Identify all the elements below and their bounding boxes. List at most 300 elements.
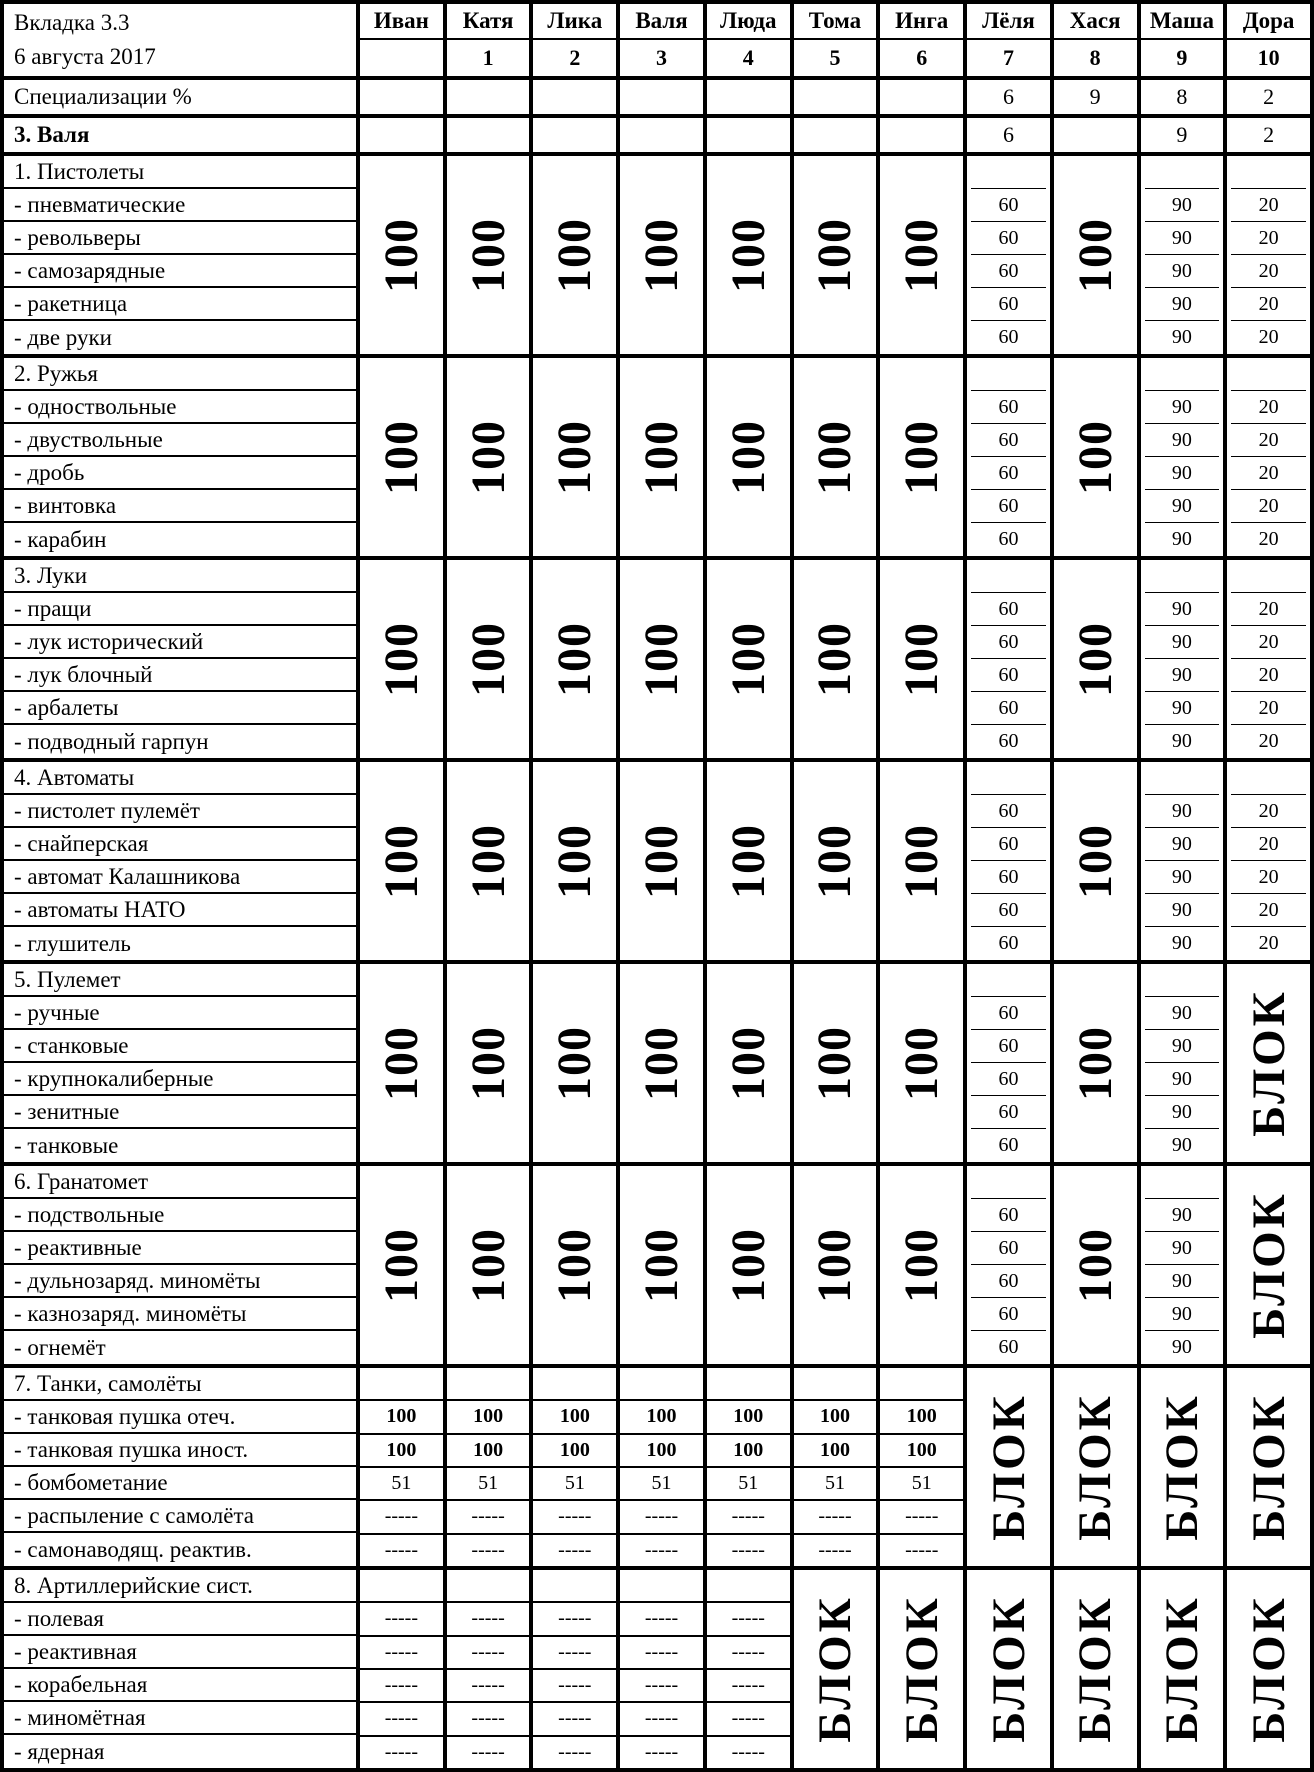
blank-cell — [967, 964, 1050, 997]
row-label: - лук блочный — [4, 659, 356, 692]
sheet-date: 6 августа 2017 — [14, 44, 156, 69]
score-cell: 60 — [967, 1232, 1050, 1265]
score-cell: 100 — [794, 1433, 877, 1466]
score-cell: 90 — [1141, 997, 1224, 1030]
score-cell: 90 — [1141, 457, 1224, 490]
score-column — [1223, 156, 1310, 354]
score-cell: 20 — [1227, 424, 1310, 457]
merged-score-cell — [703, 762, 790, 960]
rotated-text: 100 — [721, 1025, 775, 1101]
score-cell: ----- — [533, 1735, 616, 1768]
merged-score-cell — [443, 156, 530, 354]
merged-score-cell — [790, 156, 877, 354]
score-column — [790, 1368, 877, 1566]
rotated-text: 100 — [895, 621, 949, 697]
score-cell: 90 — [1141, 1232, 1224, 1265]
blocked-cell — [963, 1368, 1050, 1566]
score-cell: 90 — [1141, 1030, 1224, 1063]
row-label: - станковые — [4, 1030, 356, 1063]
score-cell: 60 — [967, 457, 1050, 490]
person-row-label: 3. Валя — [14, 122, 90, 147]
merged-score-cell — [529, 156, 616, 354]
blocked-cell — [1223, 964, 1310, 1162]
score-cell: ----- — [707, 1701, 790, 1734]
column-name-cell: Катя — [443, 4, 530, 40]
row-label: - пневматические — [4, 189, 356, 222]
row-label: - самозарядные — [4, 255, 356, 288]
score-column — [963, 1166, 1050, 1364]
blank-cell — [1227, 156, 1310, 189]
column-number-cell: 2 — [529, 40, 616, 76]
row-label: - зенитные — [4, 1096, 356, 1129]
blank-cell — [967, 156, 1050, 189]
score-column — [963, 358, 1050, 556]
section-title: 4. Автоматы — [4, 762, 356, 795]
score-cell: 20 — [1258, 932, 1279, 954]
weapon-section — [4, 156, 1310, 358]
blank-cell — [967, 762, 1050, 795]
column-name-cell: Лика — [529, 4, 616, 40]
row-label: - ядерная — [14, 1738, 105, 1764]
weapon-section — [4, 358, 1310, 560]
rotated-text: БЛОК — [982, 1595, 1035, 1743]
column-name-cell: Хася — [1050, 4, 1137, 40]
blocked-cell — [1223, 1368, 1310, 1566]
person-value-cell — [616, 118, 703, 152]
score-cell: ----- — [707, 1601, 790, 1634]
blocked-cell — [790, 1570, 877, 1768]
merged-score-cell — [356, 964, 443, 1162]
rotated-text: 100 — [895, 217, 949, 293]
score-cell: ----- — [447, 1735, 530, 1768]
score-cell: 90 — [1171, 326, 1192, 348]
blank-cell — [447, 1368, 530, 1399]
score-cell: ----- — [707, 1735, 790, 1768]
section-title: 1. Пистолеты — [4, 156, 356, 189]
score-cell: 60 — [967, 189, 1050, 222]
score-cell: 60 — [967, 288, 1050, 321]
score-cell: 20 — [1227, 659, 1310, 692]
rotated-text: 100 — [635, 1025, 689, 1101]
row-label: - карабин — [14, 526, 107, 552]
rotated-text: 100 — [808, 217, 862, 293]
rotated-text: 100 — [548, 823, 602, 899]
rotated-text: 100 — [374, 217, 428, 293]
row-label: - реактивные — [4, 1232, 356, 1265]
score-cell: 100 — [880, 1399, 963, 1432]
column-name-cell: Маша — [1137, 4, 1224, 40]
person-value-cell — [443, 118, 530, 152]
score-cell: ----- — [707, 1533, 790, 1566]
merged-score-cell — [876, 358, 963, 556]
person-value-cell — [529, 118, 616, 152]
rotated-text: БЛОК — [809, 1595, 861, 1743]
merged-score-cell — [703, 358, 790, 556]
score-cell: 20 — [1258, 730, 1279, 752]
score-cell: 100 — [620, 1399, 703, 1432]
blank-cell — [620, 1368, 703, 1399]
rotated-text: 100 — [461, 1025, 515, 1101]
score-cell: ----- — [533, 1533, 616, 1566]
person-value-cell: 9 — [1137, 118, 1224, 152]
merged-score-cell — [876, 156, 963, 354]
score-cell: 20 — [1227, 894, 1310, 927]
score-cell: 100 — [533, 1399, 616, 1432]
rotated-text: 100 — [461, 621, 515, 697]
score-cell: ----- — [360, 1701, 443, 1734]
weapon-section — [4, 762, 1310, 964]
rotated-text: БЛОК — [1242, 1191, 1295, 1339]
column-number-cell: 5 — [790, 40, 877, 76]
merged-score-cell — [529, 560, 616, 758]
score-cell: 90 — [1141, 189, 1224, 222]
column-number-cell: 10 — [1223, 40, 1310, 76]
merged-score-cell — [356, 762, 443, 960]
blank-cell — [707, 1368, 790, 1399]
score-cell: ----- — [360, 1668, 443, 1701]
score-column — [529, 1570, 616, 1768]
merged-score-cell — [1050, 560, 1137, 758]
score-cell: ----- — [533, 1668, 616, 1701]
score-column — [443, 1570, 530, 1768]
score-cell: ----- — [447, 1635, 530, 1668]
merged-score-cell — [529, 762, 616, 960]
column-name-cell: Дора — [1223, 4, 1310, 40]
header-band — [4, 4, 1310, 80]
score-cell: 60 — [998, 1336, 1019, 1358]
merged-score-cell — [616, 358, 703, 556]
score-cell: 60 — [967, 593, 1050, 626]
rotated-text: 100 — [808, 823, 862, 899]
score-cell: 20 — [1227, 795, 1310, 828]
blank-cell — [1141, 1166, 1224, 1199]
row-label: - полевая — [4, 1603, 356, 1636]
row-label: - подводный гарпун — [14, 728, 209, 754]
score-column — [443, 1368, 530, 1566]
score-cell: 90 — [1141, 391, 1224, 424]
row-label: - огнемёт — [14, 1334, 106, 1360]
column-name-cell: Люда — [703, 4, 790, 40]
score-cell: ----- — [794, 1499, 877, 1532]
weapon-section — [4, 1570, 1310, 1768]
blocked-cell — [1050, 1368, 1137, 1566]
score-cell: 90 — [1141, 828, 1224, 861]
score-column — [616, 1570, 703, 1768]
rotated-text: 100 — [721, 823, 775, 899]
rotated-text: 100 — [461, 217, 515, 293]
rotated-text: 100 — [1068, 419, 1122, 495]
blank-cell — [880, 1368, 963, 1399]
score-cell: 90 — [1141, 1199, 1224, 1232]
score-cell: 60 — [967, 1298, 1050, 1331]
score-column — [963, 964, 1050, 1162]
merged-score-cell — [876, 762, 963, 960]
row-label: - танковая пушка отеч. — [4, 1401, 356, 1434]
score-column — [703, 1570, 790, 1768]
score-cell: 20 — [1227, 457, 1310, 490]
score-cell: 60 — [967, 626, 1050, 659]
rotated-text: 100 — [721, 621, 775, 697]
weapon-section — [4, 1166, 1310, 1368]
merged-score-cell — [616, 964, 703, 1162]
section-title: 3. Луки — [4, 560, 356, 593]
merged-score-cell — [703, 964, 790, 1162]
score-cell: 90 — [1171, 932, 1192, 954]
row-label: - дробь — [4, 457, 356, 490]
blank-cell — [360, 1570, 443, 1601]
specializations-row — [4, 80, 1310, 118]
score-cell: 90 — [1141, 255, 1224, 288]
score-cell: 90 — [1141, 593, 1224, 626]
score-cell: 60 — [998, 528, 1019, 550]
score-column — [1137, 358, 1224, 556]
score-cell: 60 — [967, 795, 1050, 828]
spec-value-cell: 9 — [1050, 80, 1137, 114]
column-number-cell: 9 — [1137, 40, 1224, 76]
score-cell: 100 — [360, 1399, 443, 1432]
person-value-cell — [876, 118, 963, 152]
score-cell: 20 — [1227, 189, 1310, 222]
section-title: 7. Танки, самолёты — [4, 1368, 356, 1401]
column-number-cell: 4 — [703, 40, 790, 76]
column-number-cell: 6 — [876, 40, 963, 76]
merged-score-cell — [529, 1166, 616, 1364]
row-label: - казнозаряд. миномёты — [4, 1298, 356, 1331]
score-cell: 51 — [533, 1466, 616, 1499]
rotated-text: БЛОК — [1155, 1595, 1208, 1743]
score-cell: 90 — [1141, 1063, 1224, 1096]
merged-score-cell — [876, 964, 963, 1162]
score-cell: ----- — [880, 1499, 963, 1532]
score-cell: ----- — [620, 1635, 703, 1668]
blank-cell — [1141, 156, 1224, 189]
rotated-text: 100 — [808, 419, 862, 495]
row-label: - автоматы НАТО — [4, 894, 356, 927]
merged-score-cell — [1050, 964, 1137, 1162]
row-label: - самонаводящ. реактив. — [14, 1536, 252, 1562]
score-cell: ----- — [533, 1635, 616, 1668]
blocked-cell — [1137, 1368, 1224, 1566]
score-cell: 90 — [1141, 222, 1224, 255]
rotated-text: 100 — [548, 217, 602, 293]
column-name-cell: Лёля — [963, 4, 1050, 40]
score-cell: 60 — [998, 1134, 1019, 1156]
score-cell: 90 — [1141, 894, 1224, 927]
score-cell: 60 — [967, 997, 1050, 1030]
score-cell: 20 — [1227, 828, 1310, 861]
weapon-section — [4, 964, 1310, 1166]
spec-value-cell: 8 — [1137, 80, 1224, 114]
score-column — [1137, 762, 1224, 960]
merged-score-cell — [703, 1166, 790, 1364]
merged-score-cell — [356, 156, 443, 354]
score-cell: 51 — [794, 1466, 877, 1499]
score-cell: 20 — [1227, 861, 1310, 894]
merged-score-cell — [529, 964, 616, 1162]
spec-value-cell: 2 — [1223, 80, 1310, 114]
blank-cell — [1141, 964, 1224, 997]
score-cell: ----- — [620, 1701, 703, 1734]
rotated-text: БЛОК — [1242, 989, 1295, 1137]
rotated-text: 100 — [1068, 1025, 1122, 1101]
row-label: - пращи — [4, 593, 356, 626]
blocked-cell — [876, 1570, 963, 1768]
score-column — [1223, 560, 1310, 758]
rotated-text: 100 — [461, 1227, 515, 1303]
score-cell: 100 — [707, 1433, 790, 1466]
rotated-text: 100 — [635, 1227, 689, 1303]
score-cell: 100 — [447, 1433, 530, 1466]
person-value-cell: 6 — [963, 118, 1050, 152]
merged-score-cell — [790, 762, 877, 960]
merged-score-cell — [1050, 358, 1137, 556]
merged-score-cell — [1050, 1166, 1137, 1364]
score-cell: 90 — [1141, 861, 1224, 894]
score-cell: ----- — [794, 1533, 877, 1566]
rotated-text: 100 — [548, 1025, 602, 1101]
merged-score-cell — [443, 1166, 530, 1364]
row-label: - танковая пушка иност. — [4, 1434, 356, 1467]
score-cell: 100 — [707, 1399, 790, 1432]
row-label: - снайперская — [4, 828, 356, 861]
row-label: - крупнокалиберные — [4, 1063, 356, 1096]
score-cell: 90 — [1141, 1096, 1224, 1129]
blank-cell — [967, 560, 1050, 593]
row-label: - пистолет пулемёт — [4, 795, 356, 828]
score-cell: 20 — [1227, 490, 1310, 523]
row-label: - танковые — [14, 1132, 119, 1158]
row-label: - бомбометание — [4, 1467, 356, 1500]
rotated-text: БЛОК — [1069, 1393, 1122, 1541]
rotated-text: 100 — [721, 1227, 775, 1303]
rotated-text: БЛОК — [1155, 1393, 1208, 1541]
rotated-text: БЛОК — [895, 1595, 948, 1743]
score-cell: 90 — [1171, 528, 1192, 550]
score-cell: ----- — [447, 1533, 530, 1566]
score-cell: 60 — [967, 1096, 1050, 1129]
score-column — [1137, 964, 1224, 1162]
section-title: 8. Артиллерийские сист. — [4, 1570, 356, 1603]
score-cell: 100 — [533, 1433, 616, 1466]
score-cell: ----- — [360, 1735, 443, 1768]
rotated-text: 100 — [374, 621, 428, 697]
blank-cell — [447, 1570, 530, 1601]
rotated-text: 100 — [635, 621, 689, 697]
score-column — [1223, 762, 1310, 960]
score-cell: 60 — [967, 1199, 1050, 1232]
spec-value-cell — [443, 80, 530, 114]
blocked-cell — [963, 1570, 1050, 1768]
rotated-text: 100 — [895, 823, 949, 899]
spec-value-cell — [529, 80, 616, 114]
score-cell: ----- — [447, 1499, 530, 1532]
merged-score-cell — [703, 560, 790, 758]
score-cell: 90 — [1171, 730, 1192, 752]
blank-cell — [1227, 560, 1310, 593]
rotated-text: 100 — [548, 1227, 602, 1303]
score-cell: ----- — [620, 1499, 703, 1532]
rotated-text: 100 — [374, 823, 428, 899]
score-cell: 51 — [880, 1466, 963, 1499]
rotated-text: 100 — [1068, 1227, 1122, 1303]
column-name-cell: Инга — [876, 4, 963, 40]
score-column — [876, 1368, 963, 1566]
score-cell: 51 — [360, 1466, 443, 1499]
row-label: - одноствольные — [4, 391, 356, 424]
specializations-row-label: Специализации % — [14, 84, 192, 109]
score-cell: 60 — [967, 424, 1050, 457]
blank-cell — [707, 1570, 790, 1601]
rotated-text: 100 — [895, 1227, 949, 1303]
column-name-cell: Иван — [356, 4, 443, 40]
score-cell: ----- — [707, 1668, 790, 1701]
row-label: - двуствольные — [4, 424, 356, 457]
column-name-cell: Тома — [790, 4, 877, 40]
rotated-text: 100 — [1068, 621, 1122, 697]
section-title: 5. Пулемет — [4, 964, 356, 997]
row-label: - подствольные — [4, 1199, 356, 1232]
rotated-text: 100 — [461, 823, 515, 899]
blank-cell — [1227, 762, 1310, 795]
score-cell: ----- — [533, 1701, 616, 1734]
score-cell: ----- — [707, 1499, 790, 1532]
merged-score-cell — [616, 762, 703, 960]
score-cell: 90 — [1171, 1336, 1192, 1358]
merged-score-cell — [443, 964, 530, 1162]
merged-score-cell — [443, 560, 530, 758]
score-cell: 60 — [967, 1063, 1050, 1096]
person-value-cell — [356, 118, 443, 152]
merged-score-cell — [1050, 156, 1137, 354]
rotated-text: БЛОК — [1242, 1393, 1295, 1541]
row-label: - распыление с самолёта — [4, 1500, 356, 1533]
blocked-cell — [1050, 1570, 1137, 1768]
score-cell: 20 — [1227, 391, 1310, 424]
merged-score-cell — [703, 156, 790, 354]
blank-cell — [967, 358, 1050, 391]
rotated-text: 100 — [548, 419, 602, 495]
rotated-text: 100 — [808, 1025, 862, 1101]
score-cell: 60 — [998, 730, 1019, 752]
row-label: - две руки — [14, 324, 112, 350]
score-column — [1223, 358, 1310, 556]
rotated-text: 100 — [721, 419, 775, 495]
row-label: - ручные — [4, 997, 356, 1030]
score-cell: ----- — [533, 1499, 616, 1532]
score-cell: 20 — [1227, 255, 1310, 288]
score-cell: 60 — [967, 894, 1050, 927]
score-cell: 90 — [1141, 424, 1224, 457]
merged-score-cell — [356, 358, 443, 556]
blocked-cell — [1223, 1166, 1310, 1364]
score-cell: 51 — [707, 1466, 790, 1499]
merged-score-cell — [790, 1166, 877, 1364]
blank-cell — [794, 1368, 877, 1399]
blocked-cell — [1137, 1570, 1224, 1768]
blank-cell — [533, 1368, 616, 1399]
row-label: - ракетница — [4, 288, 356, 321]
row-label: - дульнозаряд. миномёты — [4, 1265, 356, 1298]
spec-value-cell — [616, 80, 703, 114]
rotated-text: 100 — [374, 1025, 428, 1101]
score-column — [616, 1368, 703, 1566]
rotated-text: 100 — [461, 419, 515, 495]
score-cell: 60 — [998, 326, 1019, 348]
score-column — [356, 1570, 443, 1768]
score-cell: 90 — [1141, 490, 1224, 523]
score-column — [1137, 156, 1224, 354]
person-row — [4, 118, 1310, 156]
